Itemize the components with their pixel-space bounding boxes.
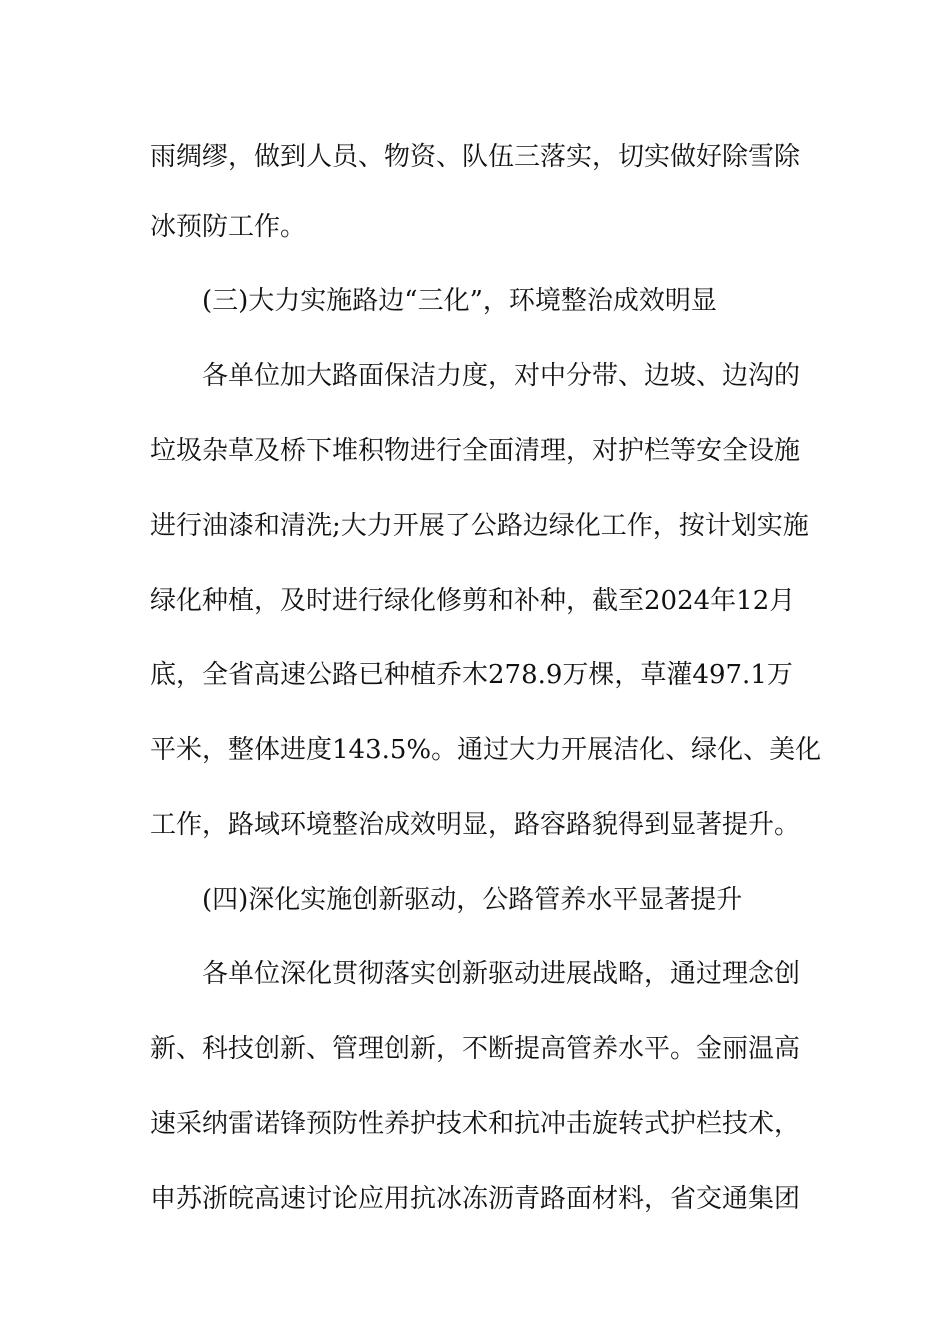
body-text-line: 垃圾杂草及桥下堆积物进行全面清理，对护栏等安全设施 bbox=[150, 436, 801, 466]
body-text-line: 雨绸缪，做到人员、物资、队伍三落实，切实做好除雪除 bbox=[150, 142, 801, 172]
body-text-line: 申苏浙皖高速讨论应用抗冰冻沥青路面材料，省交通集团 bbox=[150, 1184, 801, 1214]
body-text-line: 底，全省高速公路已种植乔木278.9万棵，草灌497.1万 bbox=[150, 660, 793, 690]
body-text-line: 进行油漆和清洗;大力开展了公路边绿化工作，按计划实施 bbox=[150, 511, 809, 541]
paragraph-first-line: 各单位深化贯彻落实创新驱动进展战略，通过理念创 bbox=[202, 959, 801, 989]
section-heading-three: (三)大力实施路边“三化”，环境整治成效明显 bbox=[202, 286, 717, 316]
paragraph-first-line: 各单位加大路面保洁力度，对中分带、边坡、边沟的 bbox=[202, 361, 801, 391]
body-text-line: 绿化种植，及时进行绿化修剪和补种，截至2024年12月 bbox=[150, 586, 796, 616]
body-text-line: 平米，整体进度143.5%。通过大力开展洁化、绿化、美化 bbox=[150, 735, 822, 765]
body-text-line: 冰预防工作。 bbox=[150, 212, 307, 242]
section-heading-four: (四)深化实施创新驱动，公路管养水平显著提升 bbox=[202, 885, 743, 915]
body-text-line: 工作，路域环境整治成效明显，路容路貌得到显著提升。 bbox=[150, 810, 801, 840]
body-text-line: 速采纳雷诺锋预防性养护技术和抗冲击旋转式护栏技术， bbox=[150, 1109, 801, 1139]
body-text-line: 新、科技创新、管理创新，不断提高管养水平。金丽温高 bbox=[150, 1034, 801, 1064]
